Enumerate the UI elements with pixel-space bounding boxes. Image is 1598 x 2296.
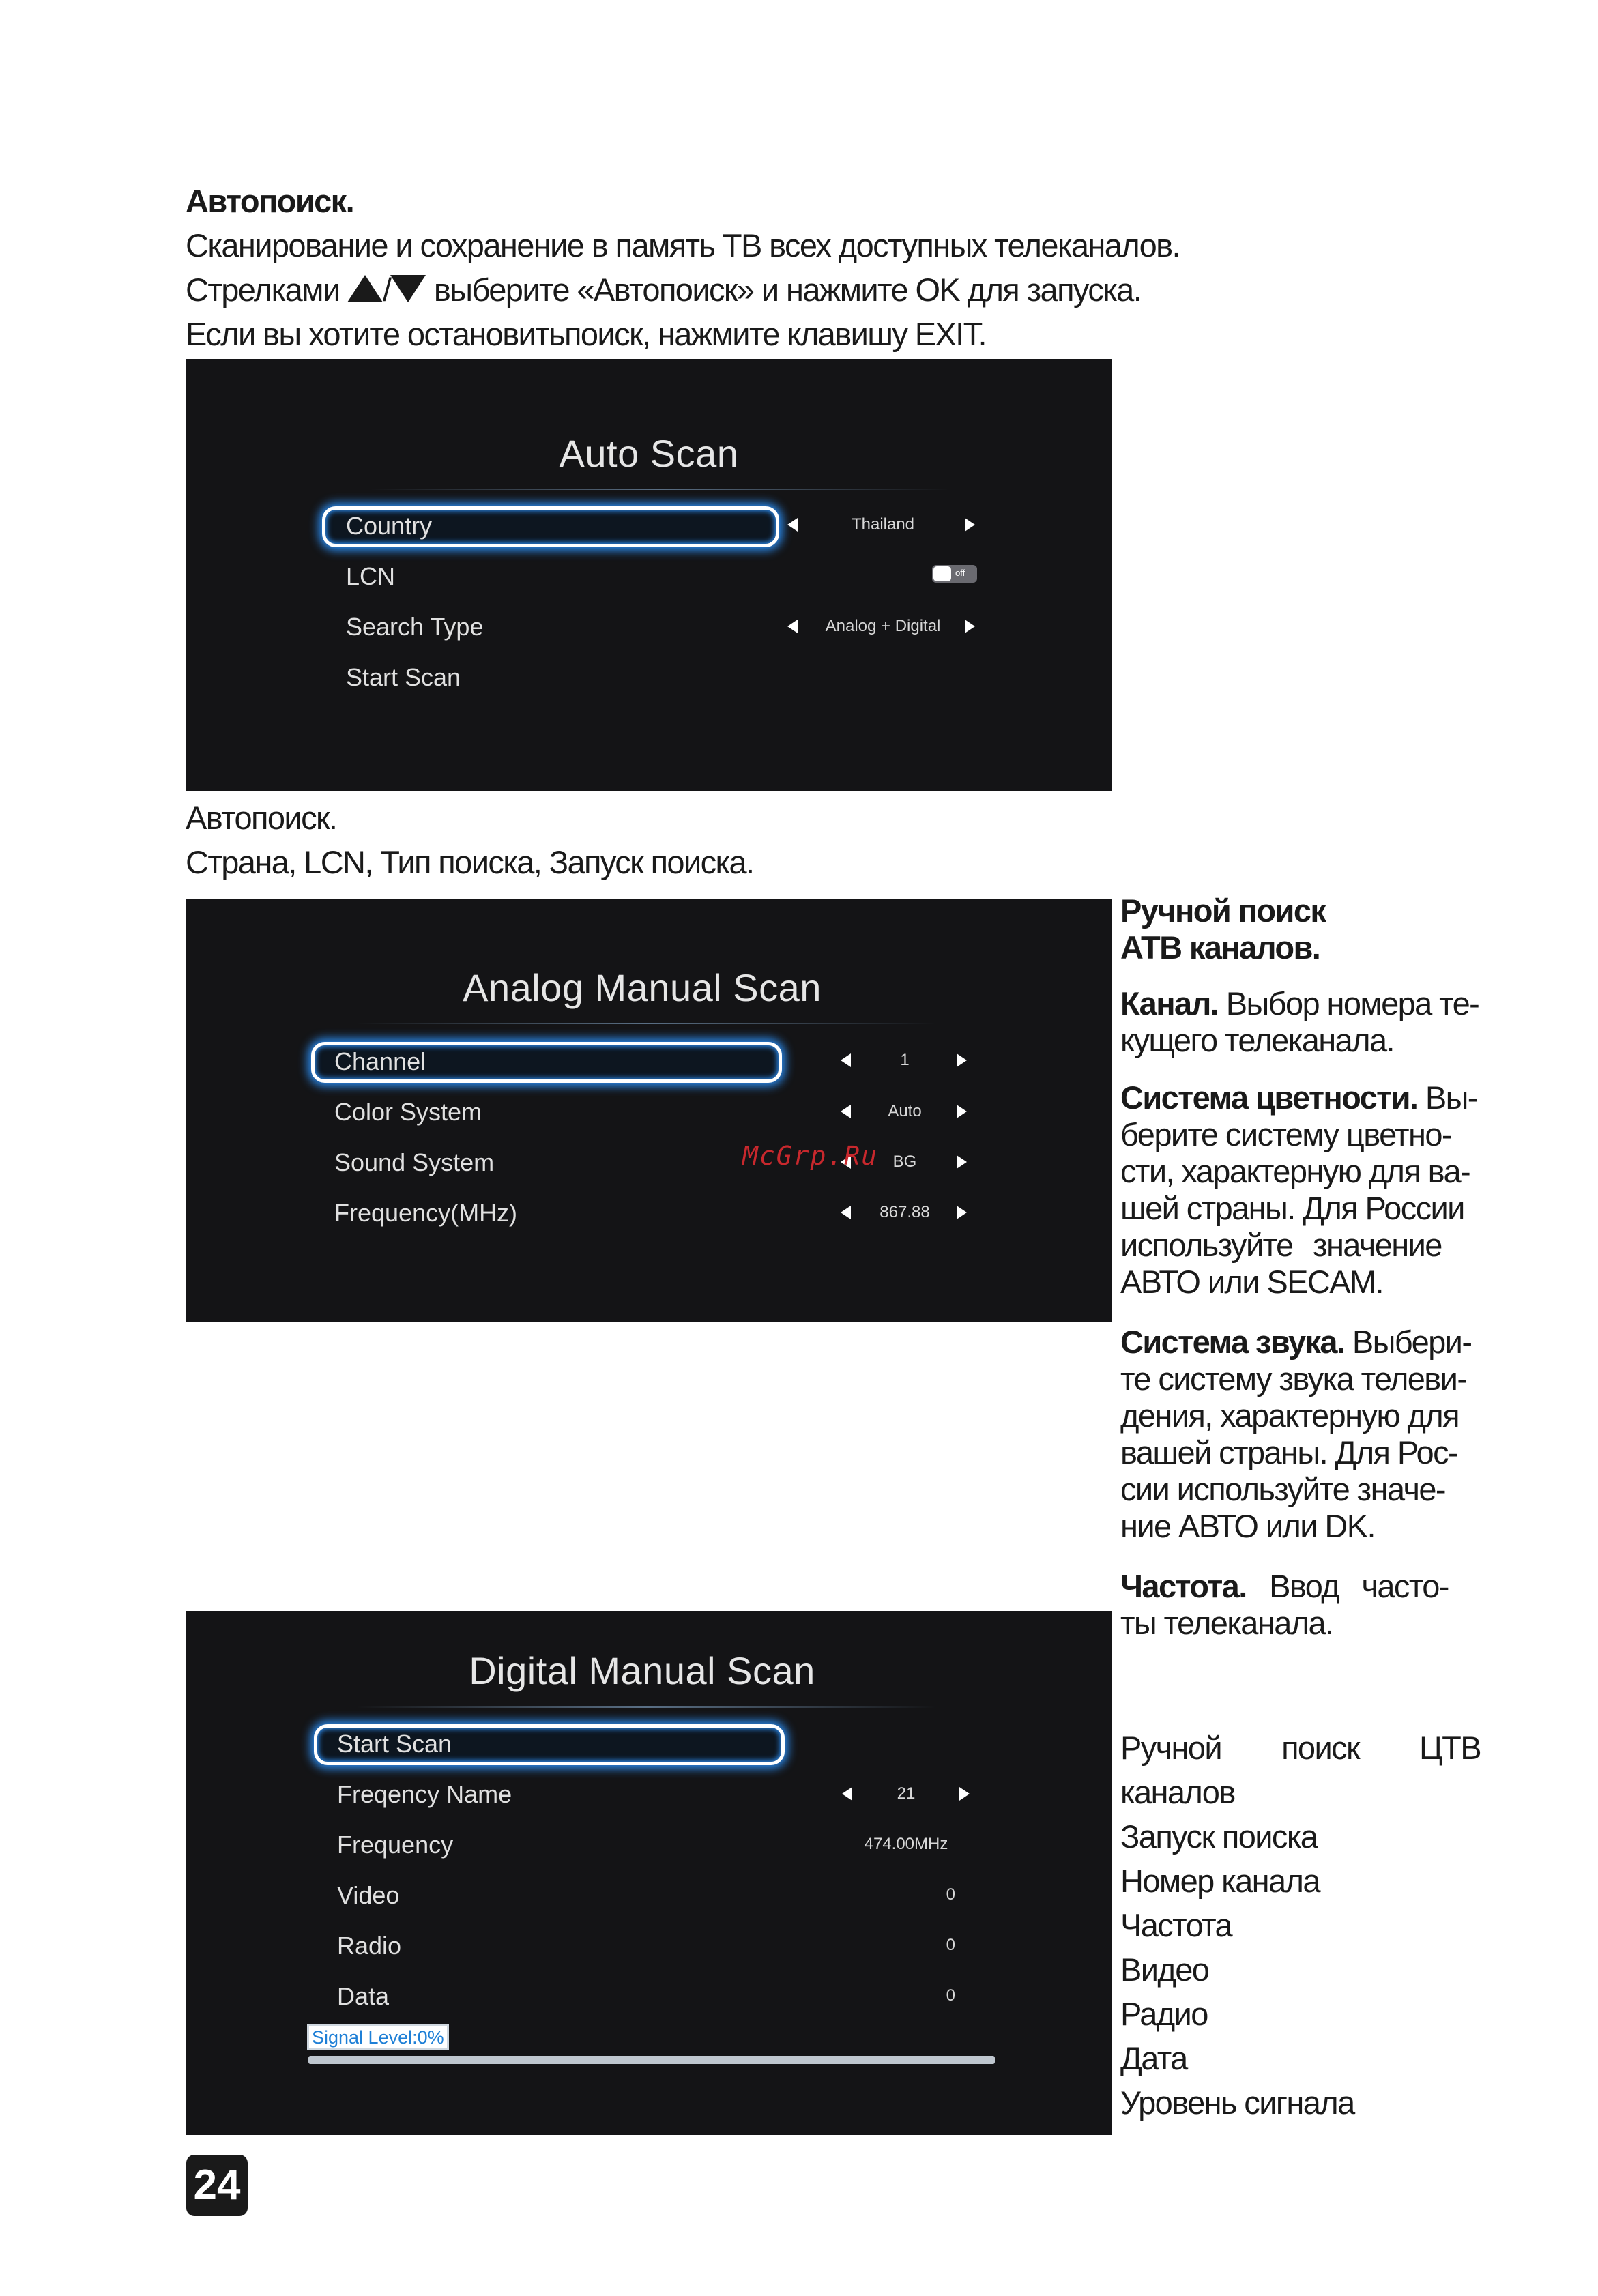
freq-desc-1 xyxy=(1120,1568,1481,1605)
channel-label: Channel xyxy=(334,1047,426,1075)
digital-item-frequency: Частота xyxy=(1120,1907,1232,1943)
start-scan-label[interactable]: Start Scan xyxy=(346,663,461,691)
intro-slash: / xyxy=(382,272,391,308)
analog-scan-screen xyxy=(186,899,1112,1322)
toggle-knob xyxy=(933,566,951,581)
sound-desc-text: Выбери- xyxy=(1344,1324,1472,1360)
channel-term: Канал. xyxy=(1120,985,1219,1021)
data-label: Data xyxy=(337,1982,390,2010)
digital-item-radio: Радио xyxy=(1120,1996,1208,2032)
arrow-up-icon xyxy=(347,275,383,302)
arrow-right-icon[interactable] xyxy=(965,620,975,633)
radio-label: Radio xyxy=(337,1932,402,1960)
sound-system-label: Sound System xyxy=(334,1148,495,1176)
channel-desc-2: кущего телеканала. xyxy=(1120,1022,1394,1058)
digital-item-channel-number: Номер канала xyxy=(1120,1863,1320,1899)
freq-term: Частота. xyxy=(1120,1568,1247,1604)
arrow-right-icon[interactable] xyxy=(959,1787,970,1801)
signal-level-bar xyxy=(308,2056,995,2064)
screen-title: Analog Manual Scan xyxy=(463,966,822,1009)
arrow-left-icon[interactable] xyxy=(787,620,798,633)
digital-item-video: Видео xyxy=(1120,1951,1209,1988)
signal-level-badge: Signal Level:0% xyxy=(307,2024,449,2050)
digital-heading-1 xyxy=(1120,1726,1481,1770)
intro-line-3: Если вы хотите остановитьпоиск, нажмите клавишу EXIT. xyxy=(186,316,987,352)
sound-term: Система звука. xyxy=(1120,1324,1345,1360)
color-desc-1 xyxy=(1120,1079,1481,1116)
freq-desc-2: ты телеканала. xyxy=(1120,1605,1333,1641)
channel-desc-text: Выбор номера те- xyxy=(1218,985,1479,1021)
color-system-label: Color System xyxy=(334,1098,482,1126)
frequency-value: 867.88 xyxy=(880,1203,930,1221)
digital-heading-word-3: ЦТВ xyxy=(1419,1730,1481,1766)
digital-side-text xyxy=(1120,1726,1481,2125)
color-desc-4: шей страны. Для России xyxy=(1120,1190,1464,1226)
screen-title: Digital Manual Scan xyxy=(469,1649,815,1692)
digital-heading-2: каналов xyxy=(1120,1774,1235,1810)
auto-caption-line-1: Автопоиск. xyxy=(186,800,337,836)
digital-heading-word-2: поиск xyxy=(1281,1730,1359,1766)
lcn-label: LCN xyxy=(346,562,396,590)
video-value: 0 xyxy=(946,1885,955,1904)
analog-heading-1: Ручной поиск xyxy=(1120,892,1326,929)
channel-desc-1 xyxy=(1120,985,1481,1022)
sound-system-value: BG xyxy=(892,1152,917,1171)
auto-scan-screen xyxy=(186,359,1112,791)
radio-value: 0 xyxy=(946,1936,955,1954)
freq-name-value: 21 xyxy=(897,1784,916,1803)
country-value: Thailand xyxy=(851,515,915,534)
sound-desc-4: вашей страны. Для Рос- xyxy=(1120,1434,1458,1470)
lcn-toggle[interactable] xyxy=(932,565,977,583)
freq-desc-text: Ввод часто- xyxy=(1246,1568,1449,1604)
digital-item-signal-level: Уровень сигнала xyxy=(1120,2084,1354,2121)
digital-item-data: Дата xyxy=(1120,2040,1187,2076)
arrow-right-icon[interactable] xyxy=(957,1105,967,1118)
color-term: Система цветности. xyxy=(1120,1079,1418,1116)
section-heading: Автопоиск. xyxy=(186,183,354,219)
start-scan-label: Start Scan xyxy=(337,1730,452,1758)
arrow-right-icon[interactable] xyxy=(965,518,975,532)
frequency-label: Frequency(MHz) xyxy=(334,1199,518,1227)
page-number: 24 xyxy=(186,2155,248,2216)
digital-heading-word-1: Ручной xyxy=(1120,1730,1222,1766)
sound-desc-1 xyxy=(1120,1324,1481,1361)
title-divider xyxy=(356,1023,936,1024)
frequency-value: 474.00MHz xyxy=(864,1835,948,1853)
color-desc-2: берите систему цветно- xyxy=(1120,1116,1451,1152)
title-divider xyxy=(370,489,950,490)
color-desc-6: АВТО или SECAM. xyxy=(1120,1264,1383,1300)
intro-line-2-post: выберите «Автопоиск» и нажмите OK для запуска. xyxy=(426,272,1142,308)
frequency-label: Frequency xyxy=(337,1831,454,1859)
analog-heading-2: АТВ каналов. xyxy=(1120,929,1320,965)
channel-value: 1 xyxy=(900,1051,910,1069)
data-value: 0 xyxy=(946,1986,955,2005)
freq-name-label: Freqency Name xyxy=(337,1780,512,1808)
arrow-left-icon[interactable] xyxy=(787,518,798,532)
color-desc-5: используйте значение xyxy=(1120,1227,1442,1263)
watermark: McGrp.Ru xyxy=(742,1141,879,1171)
digital-item-start-scan: Запуск поиска xyxy=(1120,1818,1318,1855)
digital-scan-screen xyxy=(186,1611,1112,2135)
auto-caption-line-2: Страна, LCN, Тип поиска, Запуск поиска. xyxy=(186,844,754,880)
arrow-down-icon xyxy=(390,275,426,302)
sound-desc-6: ние АВТО или DK. xyxy=(1120,1508,1375,1544)
arrow-right-icon[interactable] xyxy=(957,1053,967,1067)
intro-line-2 xyxy=(186,267,1346,312)
video-label: Video xyxy=(337,1881,400,1909)
color-system-value: Auto xyxy=(888,1102,922,1120)
color-desc-text: Вы- xyxy=(1417,1079,1477,1116)
intro-line-1: Сканирование и сохранение в память ТВ всех доступных телеканалов. xyxy=(186,227,1180,263)
sound-desc-3: дения, характерную для xyxy=(1120,1397,1459,1434)
arrow-right-icon[interactable] xyxy=(957,1155,967,1169)
intro-block xyxy=(186,179,1346,356)
title-divider xyxy=(356,1706,936,1708)
toggle-state: off xyxy=(955,568,965,578)
analog-side-text xyxy=(1120,892,1481,1642)
search-type-value: Analog + Digital xyxy=(825,617,941,635)
sound-desc-5: сии используйте значе- xyxy=(1120,1471,1445,1507)
country-label: Country xyxy=(346,512,433,540)
search-type-label: Search Type xyxy=(346,613,484,641)
arrow-right-icon[interactable] xyxy=(957,1206,967,1219)
color-desc-3: сти, характерную для ва- xyxy=(1120,1153,1470,1189)
sound-desc-2: те систему звука телеви- xyxy=(1120,1361,1467,1397)
intro-line-2-pre: Стрелками xyxy=(186,272,347,308)
screen-title: Auto Scan xyxy=(559,432,739,475)
